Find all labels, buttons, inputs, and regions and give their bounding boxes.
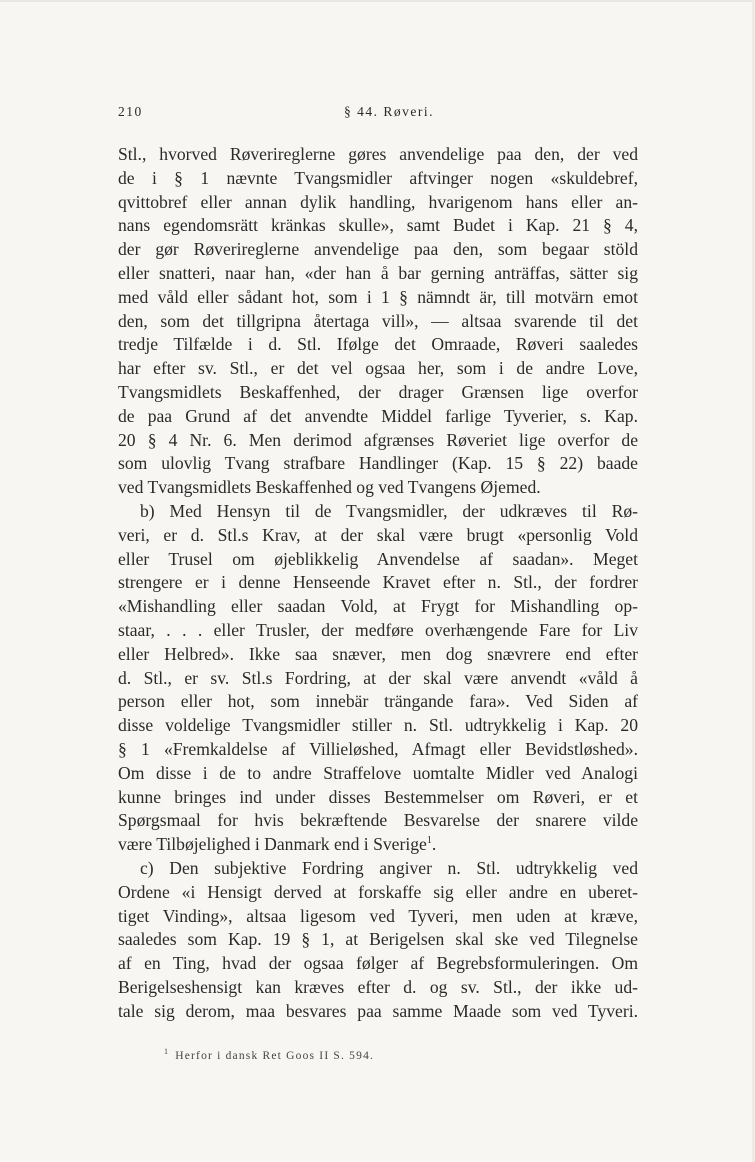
text-line: Stl., hvorved Røverireglerne gøres anvendelige paa den, der ved [118,144,638,164]
text-line: Ordene «i Hensigt derved at forskaffe sig eller andre en uberet- [118,881,638,902]
text-line: veri, er d. Stl.s Krav, at der skal være brugt «personlig Vold [118,524,638,545]
text-line: ved Tvangsmidlets Beskaffenhed og ved Tvangens Øjemed. [118,477,541,498]
text-line: staar, . . . eller Trusler, der medføre overhængende Fare for Liv [118,619,638,640]
text-line: person eller hot, som innebär trängande fara». Ved Siden af [118,691,638,712]
text-line: eller snatteri, naar han, «der han å bar gerning anträffas, sätter sig [118,262,638,283]
text-line: der gør Røverireglerne anvendelige paa den, som begaar stöld [118,239,638,260]
text-line: Tvangsmidlets Beskaffenhed, der drager Grænsen lige overfor [118,381,638,402]
text-line: 20 § 4 Nr. 6. Men derimod afgrænses Røveriet lige overfor de [118,429,638,450]
text-line: tiget Vinding», altsaa ligesom ved Tyveri, men uden at kræve, [118,905,638,926]
text-line: strengere er i denne Henseende Kravet efter n. Stl., der fordrer [118,572,638,593]
text-line: b) Med Hensyn til de Tvangsmidler, der udkræves til Rø- [140,500,638,521]
text-line: § 1 «Fremkaldelse af Villieløshed, Afmagt eller Bevidstløshed». [118,738,638,759]
text-line: «Mishandling eller saadan Vold, at Frygt for Mishandling op- [118,596,638,617]
text-line: af en Ting, hvad der ogsaa følger af Begrebsformuleringen. Om [118,953,638,974]
text-line: d. Stl., er sv. Stl.s Fordring, at der skal være anvendt «våld å [118,667,638,688]
text-line: har efter sv. Stl., er det vel ogsaa her, som i de andre Love, [118,358,638,379]
text-line: den, som det tillgripna återtaga vill», — altsaa svarende til det [118,310,638,331]
text-line: være Tilbøjelighed i Danmark end i Sverige [118,834,427,855]
text-line: de i § 1 nævnte Tvangsmidler aftvinger nogen «skuldebref, [118,167,638,188]
text-line: Berigelseshensigt kan kræves efter d. og sv. Stl., der ikke ud- [118,976,638,997]
text-line-with-footnote-ref: være Tilbøjelighed i Danmark end i Sverige$^1$. [118,834,437,855]
footnote-text: Herfor i dansk Ret Goos II S. 594. [175,1049,375,1062]
page-number: 210 [118,104,143,119]
footnote-reference: 1 [426,835,432,847]
text-line: som ulovlig Tvang strafbare Handlinger (Kap. 15 § 22) baade [118,453,638,474]
text-line: qvittobref eller annan dylik handling, hvarigenom hans eller an- [118,191,638,212]
body-text [118,143,638,1023]
text-line: disse voldelige Tvangsmidler stiller n. Stl. udtrykkelig i Kap. 20 [118,715,638,736]
text-line: saaledes som Kap. 19 § 1, at Berigelsen skal ske ved Tilegnelse [118,929,638,950]
text-line: eller Trusel om øjeblikkelig Anvendelse af saadan». Meget [118,548,638,569]
text-line: eller Helbred». Ikke saa snæver, men dog snævrere end efter [118,643,638,664]
footnote [164,1047,564,1062]
text-line: Spørgsmaal for hvis bekræftende Besvarelse der snarere vilde [118,810,638,831]
footnote-marker: 1 [164,1047,170,1056]
section-title: § 44. Røveri. [344,104,434,119]
text-line: med våld eller sådant hot, som i 1 § nämndt är, till motvärn emot [118,286,638,307]
text-line: de paa Grund af det anvendte Middel farlige Tyverier, s. Kap. [118,405,638,426]
text-line: c) Den subjektive Fordring angiver n. Stl. udtrykkelig ved [140,857,638,878]
running-header [118,104,638,124]
text-line: nans egendomsrätt kränkas skulle», samt Budet i Kap. 21 § 4, [118,215,638,236]
text-line: Om disse i de to andre Straffelove uomtalte Midler ved Analogi [118,762,638,783]
text-line: tredje Tilfælde i d. Stl. Ifølge det Omraade, Røveri saaledes [118,334,638,355]
text-line: kunne bringes ind under disses Bestemmelser om Røveri, er et [118,786,638,807]
text-line: tale sig derom, maa besvares paa samme Maade som ved Tyveri. [118,1000,638,1021]
page-edge-top [0,0,755,2]
